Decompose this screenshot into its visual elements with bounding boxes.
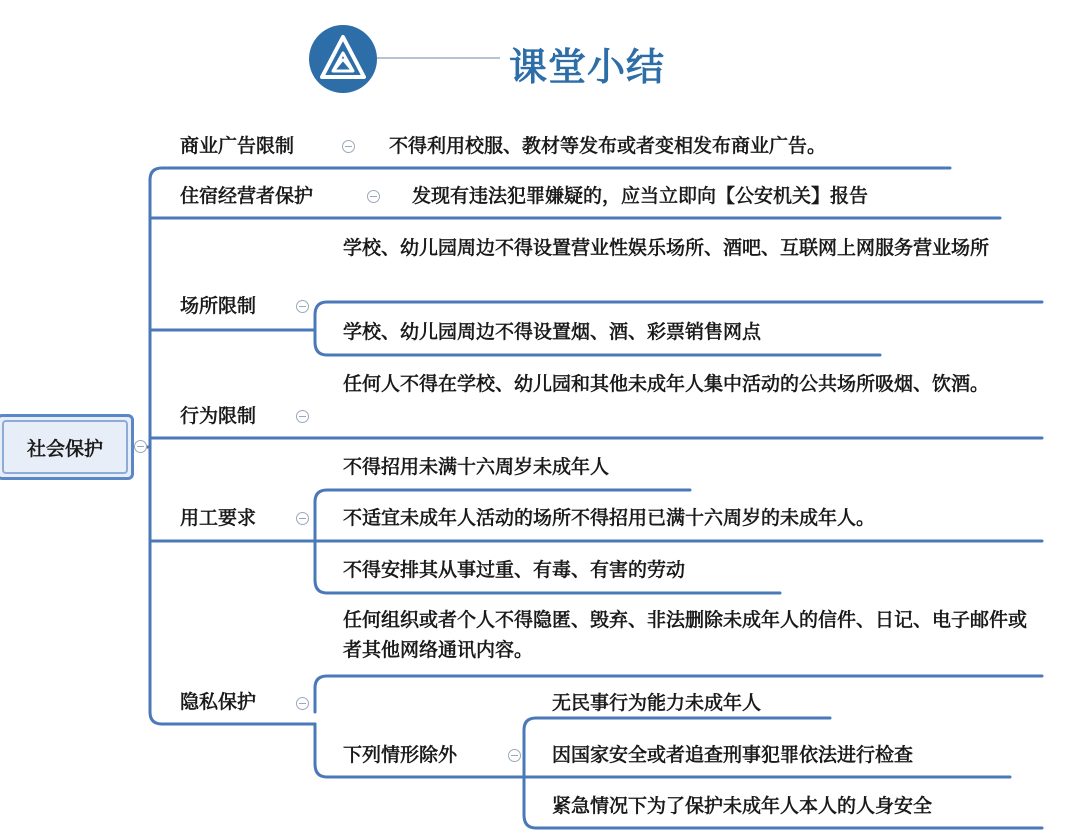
- branch-item: 无民事行为能力未成年人: [552, 692, 762, 714]
- branch-label-privacy: 隐私保护: [180, 691, 257, 713]
- branch-item: 任何人不得在学校、幼儿园和其他未成年人集中活动的公共场所吸烟、饮酒。: [343, 373, 990, 395]
- branch-label-behavior: 行为限制: [180, 405, 257, 427]
- branch-label-ad: 商业广告限制: [180, 135, 295, 157]
- sub-branch-label-exceptions: 下列情形除外: [343, 744, 458, 766]
- collapse-icon[interactable]: [367, 190, 380, 203]
- page-title: 课堂小结: [509, 45, 666, 89]
- branch-item: 学校、幼儿园周边不得设置烟、酒、彩票销售网点: [343, 321, 762, 343]
- branch-item: 不适宜未成年人活动的场所不得招用已满十六周岁的未成年人。: [343, 507, 876, 529]
- branch-label-venue: 场所限制: [180, 295, 257, 317]
- branch-item: 因国家安全或者追查刑事犯罪依法进行检查: [552, 744, 914, 766]
- branch-item: 不得安排其从事过重、有毒、有害的劳动: [343, 559, 686, 581]
- collapse-icon[interactable]: [296, 697, 309, 710]
- collapse-icon[interactable]: [296, 410, 309, 423]
- branch-item: 紧急情况下为了保护未成年人本人的人身安全: [552, 795, 933, 817]
- branch-label-lodging: 住宿经营者保护: [180, 185, 314, 207]
- branch-item: 任何组织或者个人不得隐匿、毁弃、非法删除未成年人的信件、日记、电子邮件或者其他网络通讯内容。: [343, 609, 1028, 661]
- collapse-icon[interactable]: [296, 300, 309, 313]
- root-label: 社会保护: [2, 420, 128, 474]
- branch-item: 发现有违法犯罪嫌疑的，应当立即向【公安机关】报告: [412, 185, 869, 207]
- branch-item: 学校、幼儿园周边不得设置营业性娱乐场所、酒吧、互联网上网服务营业场所: [343, 237, 990, 259]
- collapse-icon[interactable]: [134, 440, 147, 453]
- collapse-icon[interactable]: [296, 512, 309, 525]
- root-node[interactable]: [0, 414, 134, 480]
- branch-item: 不得利用校服、教材等发布或者变相发布商业广告。: [389, 135, 827, 157]
- branch-label-employment: 用工要求: [180, 507, 257, 529]
- branch-item: 不得招用未满十六周岁未成年人: [343, 456, 610, 478]
- collapse-icon[interactable]: [508, 749, 521, 762]
- collapse-icon[interactable]: [342, 140, 355, 153]
